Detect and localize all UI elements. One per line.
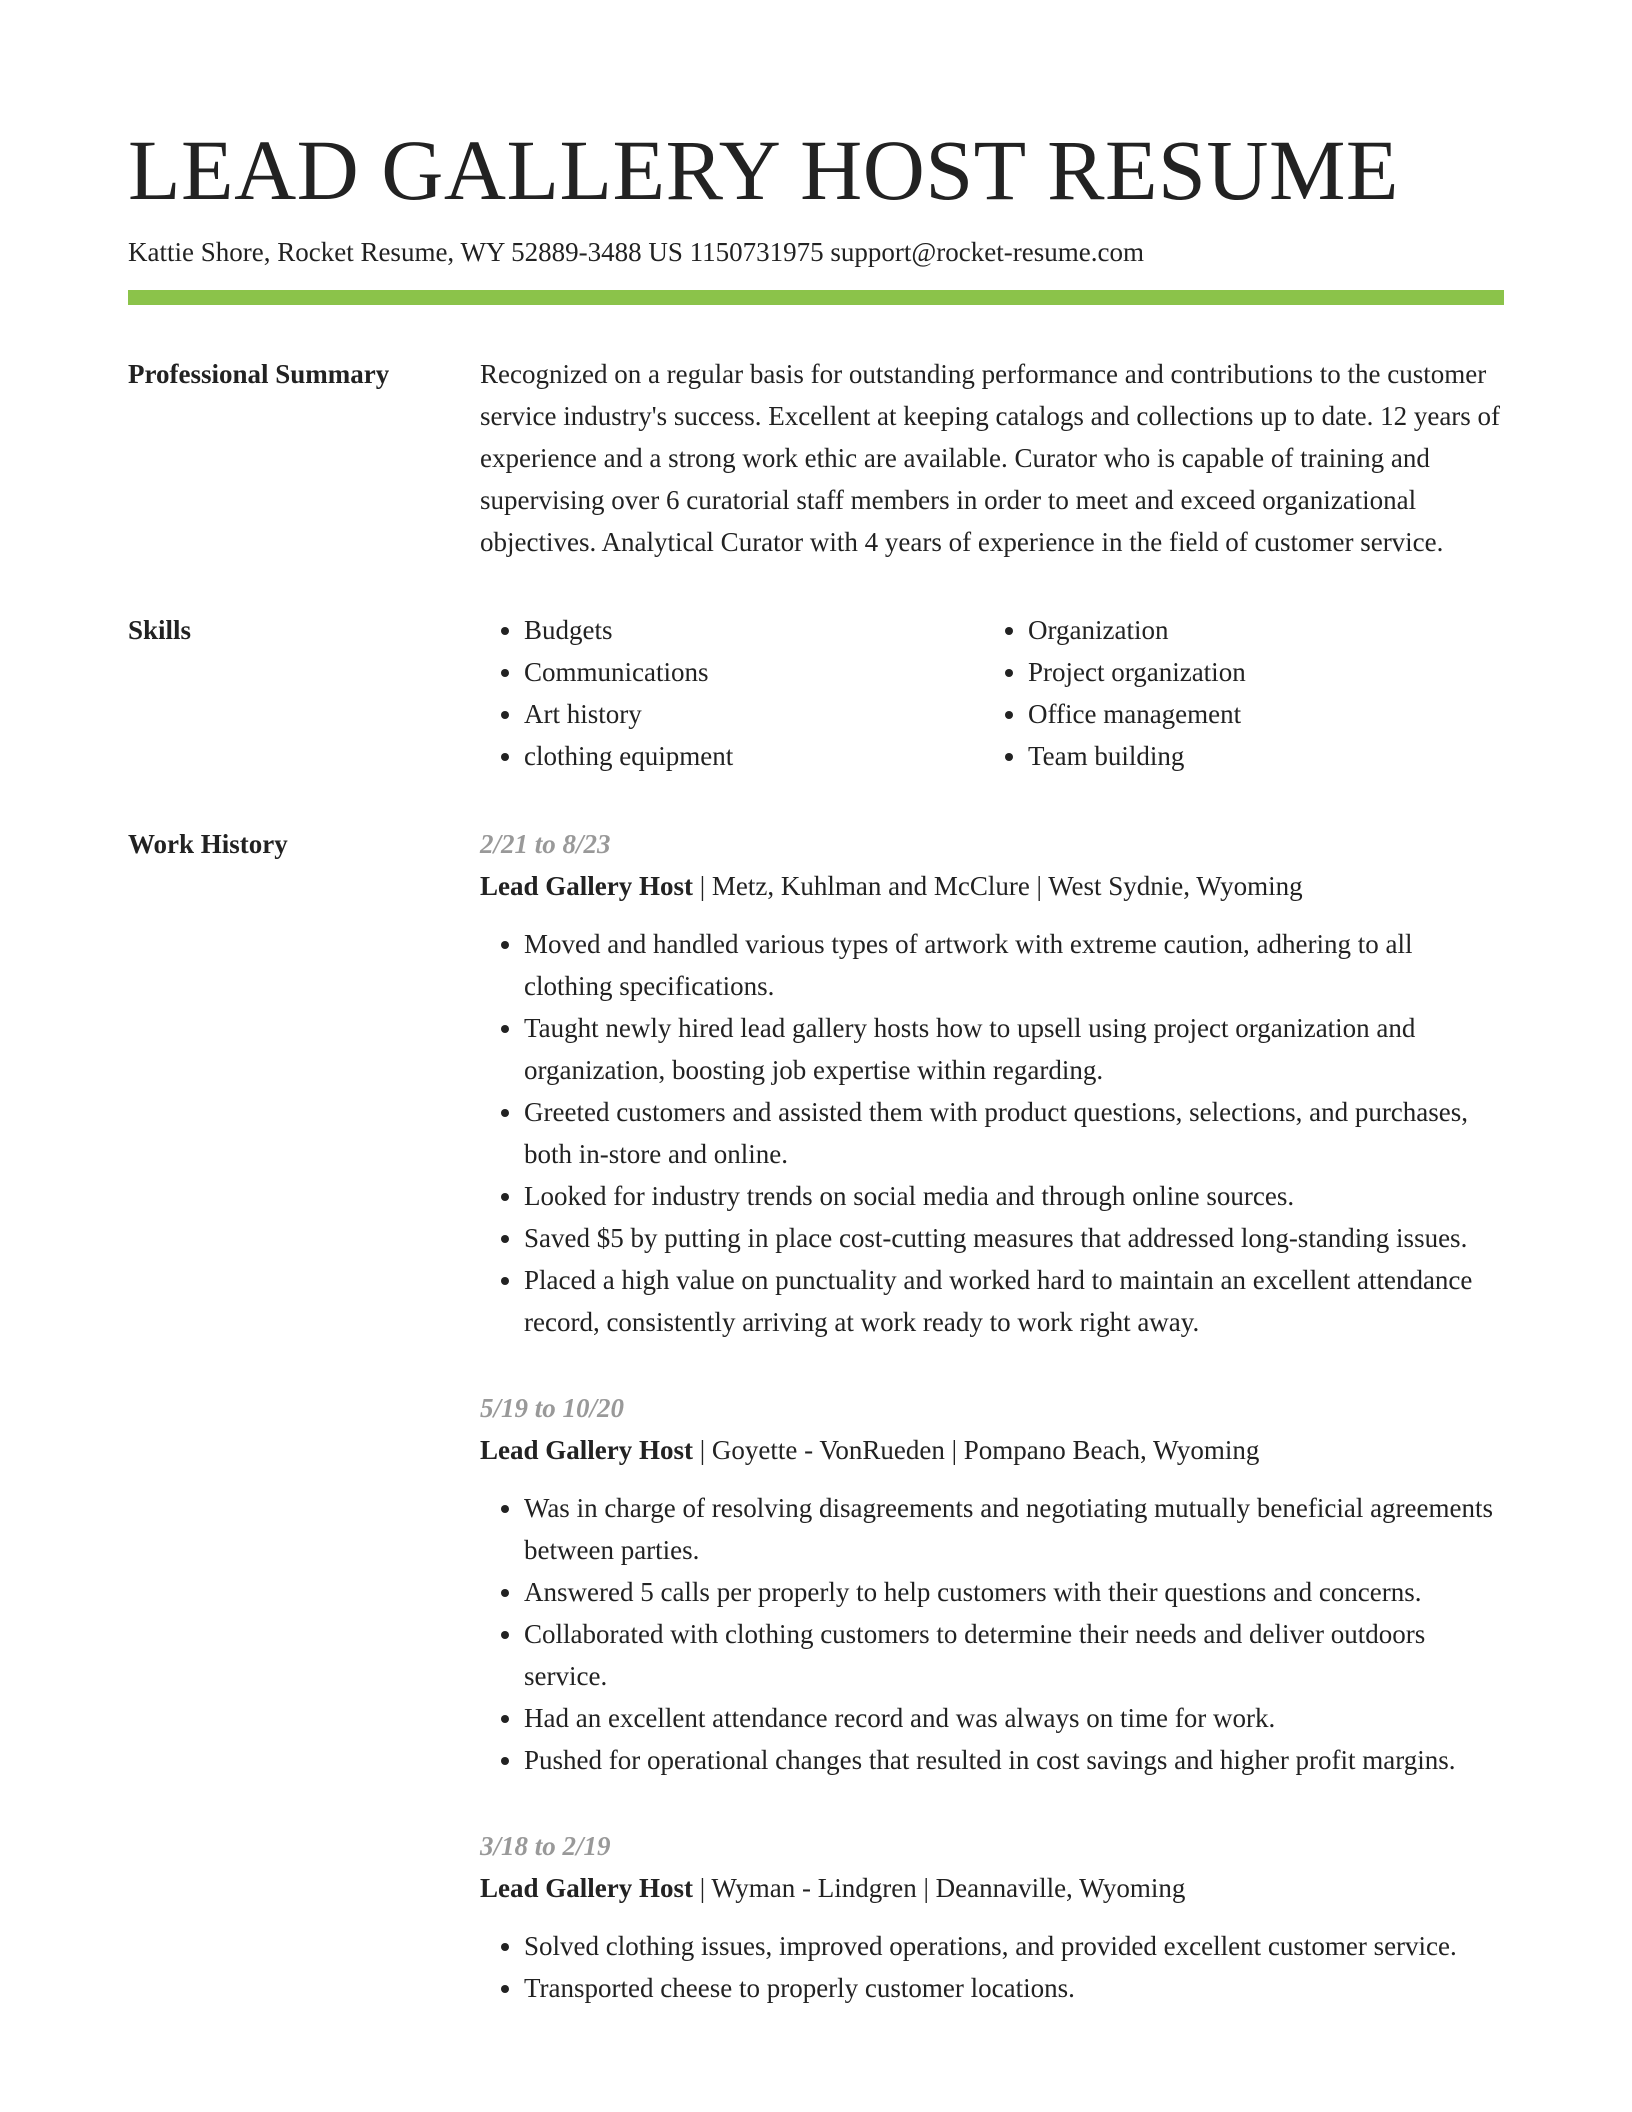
work-history-list: [480, 823, 1504, 2009]
job-bullet: • Saved $5 by putting in place cost-cutting measures that addressed long-standing issues.: [524, 1217, 1504, 1259]
skill-item: • Art history: [524, 693, 984, 735]
work-history-section: [128, 823, 1504, 2009]
job-bullet: • Had an excellent attendance record and was always on time for work.: [524, 1697, 1504, 1739]
job-dates: 3/18 to 2/19: [480, 1831, 611, 1861]
job-company-location: | Goyette - VonRueden | Pompano Beach, Wyoming: [692, 1435, 1260, 1465]
skill-item: • Communications: [524, 651, 984, 693]
job-bullet: • Solved clothing issues, improved operations, and provided excellent customer service.: [524, 1925, 1504, 1967]
job-bullet: • Pushed for operational changes that resulted in cost savings and higher profit margins.: [524, 1739, 1504, 1781]
contact-line: Kattie Shore, Rocket Resume, WY 52889-3488 US 1150731975 support@rocket-resume.com: [128, 237, 1144, 267]
job-dates: 5/19 to 10/20: [480, 1393, 625, 1423]
summary-text: Recognized on a regular basis for outstanding performance and contributions to the customer service industry's success. Excellent at keeping catalogs and collections up to date. 12 years of experience and a strong work ethic are available. Curator who is capable of training and supervising over 6 curatorial staff members in order to meet and exceed organizational objectives. Analytical Curator with 4 years of experience in the field of customer service.: [480, 359, 1501, 557]
accent-divider: [128, 290, 1504, 305]
job-bullet: • Greeted customers and assisted them with product questions, selections, and purchases, both in-store and online.: [524, 1091, 1504, 1175]
job-heading: [480, 1867, 1504, 1909]
job-entry: [480, 823, 1504, 1343]
job-role: Lead Gallery Host: [480, 871, 693, 901]
section-label-summary: Professional Summary: [128, 359, 390, 389]
job-company-location: | Wyman - Lindgren | Deannaville, Wyoming: [692, 1873, 1186, 1903]
job-entry: [480, 1387, 1504, 1781]
job-bullet: • Was in charge of resolving disagreements and negotiating mutually beneficial agreements between parties.: [524, 1487, 1504, 1571]
job-company-location: | Metz, Kuhlman and McClure | West Sydnie, Wyoming: [692, 871, 1303, 901]
job-role: Lead Gallery Host: [480, 1873, 693, 1903]
skill-item: • Budgets: [524, 609, 984, 651]
page-title: LEAD GALLERY HOST RESUME: [128, 122, 1399, 218]
job-role: Lead Gallery Host: [480, 1435, 693, 1465]
skills-column-right: [984, 609, 1488, 777]
job-bullet: • Placed a high value on punctuality and worked hard to maintain an excellent attendance record, consistently arriving at work ready to work right away.: [524, 1259, 1504, 1343]
skills-section: [128, 609, 1504, 777]
job-bullet: • Answered 5 calls per properly to help customers with their questions and concerns.: [524, 1571, 1504, 1613]
skill-item: • Organization: [1028, 609, 1488, 651]
job-bullets: [480, 1925, 1504, 2009]
skill-item: • Office management: [1028, 693, 1488, 735]
skills-column-left: [480, 609, 984, 777]
job-bullet: • Taught newly hired lead gallery hosts how to upsell using project organization and organization, boosting job expertise within regarding.: [524, 1007, 1504, 1091]
job-bullet: • Moved and handled various types of artwork with extreme caution, adhering to all clothing specifications.: [524, 923, 1504, 1007]
skill-item: • Team building: [1028, 735, 1488, 777]
section-label-work-history: Work History: [128, 829, 288, 859]
job-bullets: [480, 923, 1504, 1343]
skills-list: [480, 609, 1504, 777]
job-bullet: • Collaborated with clothing customers to determine their needs and deliver outdoors service.: [524, 1613, 1504, 1697]
summary-section: [128, 353, 1504, 563]
skill-item: • clothing equipment: [524, 735, 984, 777]
job-bullets: [480, 1487, 1504, 1781]
job-heading: [480, 865, 1504, 907]
section-label-skills: Skills: [128, 615, 192, 645]
job-bullet: • Transported cheese to properly customer locations.: [524, 1967, 1504, 2009]
job-heading: [480, 1429, 1504, 1471]
job-entry: [480, 1825, 1504, 2009]
job-bullet: • Looked for industry trends on social media and through online sources.: [524, 1175, 1504, 1217]
job-dates: 2/21 to 8/23: [480, 829, 611, 859]
skill-item: • Project organization: [1028, 651, 1488, 693]
